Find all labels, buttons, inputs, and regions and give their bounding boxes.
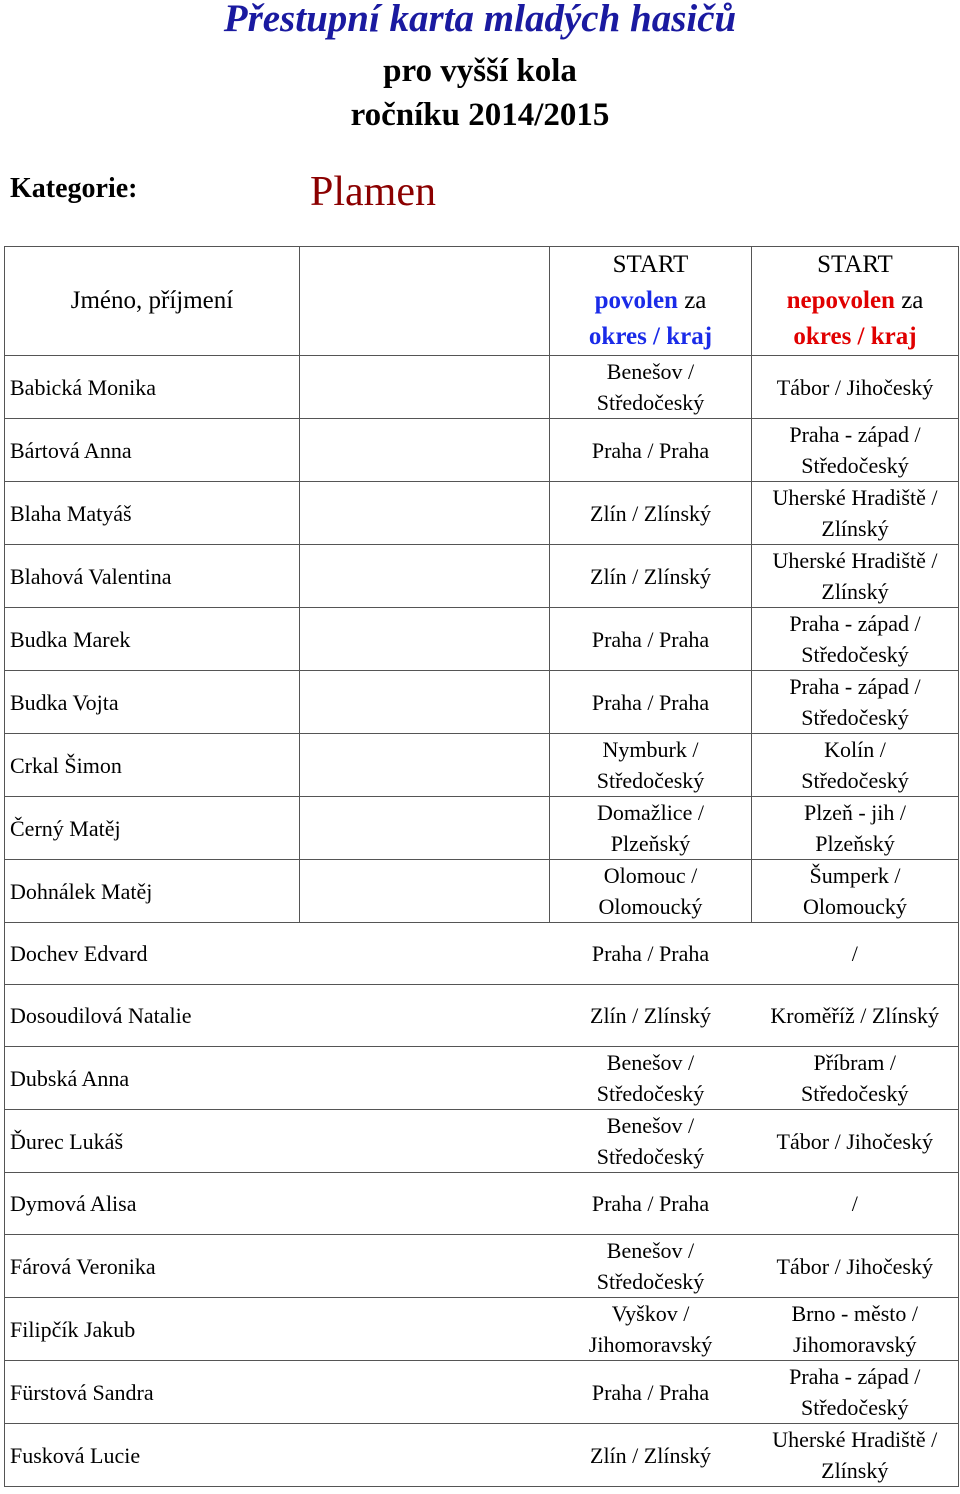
table-row [5,1298,959,1361]
table-row [5,860,959,923]
cell-start-denied [752,923,959,985]
cell-start-allowed [550,1173,752,1235]
cell-name [5,923,550,985]
cell-blank [300,797,550,860]
cell-start-denied [752,482,959,545]
cell-start-denied [752,985,959,1047]
denied-region: Zlínský [821,1458,889,1483]
cell-start-allowed [550,1298,752,1361]
member-name: Fusková Lucie [10,1442,141,1468]
denied-district: Kroměříž / Zlínský [770,1003,940,1028]
member-name: Blaha Matyáš [10,500,132,526]
allowed-district: Praha / Praha [591,1191,710,1216]
denied-district: Praha - západ / [789,1364,921,1389]
header-blank [300,247,550,356]
denied-district: Plzeň - jih / [803,800,907,825]
cell-name [5,482,300,545]
table-row [5,1361,959,1424]
denied-region: Středočeský [801,642,909,667]
allowed-region: Středočeský [596,768,705,793]
cell-blank [300,671,550,734]
denied-region: Středočeský [800,1395,909,1420]
cell-start-allowed [550,419,752,482]
cell-start-denied [752,1047,959,1110]
allowed-district: Zlín / Zlínský [590,1003,711,1028]
allowed-region: Středočeský [596,390,705,415]
table-row [5,923,959,985]
category-value: Plamen [310,169,436,215]
cell-name [5,860,300,923]
allowed-region: Středočeský [596,1081,705,1106]
denied-district: Kolín / [824,737,886,762]
table-row [5,985,959,1047]
cell-start-allowed [550,734,752,797]
cell-start-allowed [550,1361,752,1424]
denied-district: Uherské Hradiště / [772,485,938,510]
denied-region: Zlínský [821,579,889,604]
denied-district: / [851,1191,858,1216]
cell-name [5,545,300,608]
allowed-region: Středočeský [596,1144,705,1169]
header-name [5,247,300,356]
cell-start-allowed [550,608,752,671]
cell-start-allowed [550,1047,752,1110]
table-row [5,356,959,419]
cell-start-allowed [550,797,752,860]
member-name: Budka Vojta [10,689,119,715]
table-row [5,734,959,797]
member-name: Černý Matěj [10,815,121,841]
cell-start-allowed [550,860,752,923]
cell-start-denied [752,734,959,797]
denied-district: Praha - západ / [789,674,921,699]
table-row [5,1235,959,1298]
cell-start-denied [752,608,959,671]
cell-name [5,356,300,419]
transfer-table [4,246,959,1487]
member-name: Filipčík Jakub [10,1316,136,1342]
allowed-district: Zlín / Zlínský [590,1442,711,1468]
member-name: Dymová Alisa [10,1191,137,1216]
denied-region: Středočeský [801,768,909,793]
page-title: Přestupní karta mladých hasičů [223,0,737,40]
cell-start-denied [752,1361,959,1424]
allowed-district: Benešov / [606,359,695,384]
cell-start-allowed [550,985,752,1047]
cell-name [5,797,300,860]
allowed-district: Praha / Praha [591,689,710,715]
cell-blank [300,860,550,923]
allowed-district: Benešov / [606,1238,695,1263]
header-name-label: Jméno, příjmení [70,287,234,314]
cell-blank [300,482,550,545]
denied-district: Uherské Hradiště / [772,1427,938,1452]
member-name: Budka Marek [10,626,131,652]
allowed-district: Zlín / Zlínský [590,500,711,526]
denied-district: Příbram / [813,1050,896,1075]
cell-name [5,1047,550,1110]
cell-start-denied [752,356,959,419]
allowed-district: Benešov / [606,1113,695,1138]
denied-district: Tábor / Jihočeský [776,374,934,400]
denied-region: Středočeský [801,453,909,478]
allowed-district: Olomouc / [603,863,698,888]
table-row [5,482,959,545]
cell-start-denied [752,419,959,482]
table-row [5,608,959,671]
cell-name [5,1235,550,1298]
header-start-label: START [612,251,689,278]
member-name: Bártová Anna [10,437,132,463]
allowed-district: Vyškov / [611,1301,690,1326]
cell-start-allowed [550,923,752,985]
denied-region: Jihomoravský [793,1332,917,1357]
allowed-region: Středočeský [596,1269,705,1294]
cell-start-allowed [550,1110,752,1173]
allowed-district: Domažlice / [597,800,704,825]
member-name: Blahová Valentina [10,563,172,589]
allowed-district: Praha / Praha [591,626,710,652]
cell-name [5,608,300,671]
cell-start-allowed [550,482,752,545]
table-row [5,1047,959,1110]
cell-start-denied [752,860,959,923]
table-row [5,419,959,482]
header-not-allowed-label: nepovolen [786,287,895,314]
cell-start-allowed [550,1424,752,1487]
category-label: Kategorie: [10,173,138,204]
member-name: Ďurec Lukáš [10,1128,124,1154]
cell-blank [300,608,550,671]
table-row [5,797,959,860]
table-row [5,1173,959,1235]
cell-blank [300,734,550,797]
header-region-label: okres / kraj [793,323,917,350]
denied-district: Praha - západ / [789,611,921,636]
denied-region: Středočeský [800,1081,909,1106]
cell-start-denied [752,1298,959,1361]
allowed-district: Benešov / [606,1050,695,1075]
table-header-row [5,247,959,356]
denied-district: Tábor / Jihočeský [776,1253,933,1279]
denied-district: Praha - západ / [789,422,921,447]
member-name: Dubská Anna [10,1065,130,1091]
denied-district: Šumperk / [809,863,901,888]
cell-name [5,671,300,734]
header-start-denied [752,247,959,356]
allowed-region: Olomoucký [598,894,703,919]
cell-blank [300,545,550,608]
member-name: Dochev Edvard [10,941,148,966]
cell-name [5,734,300,797]
allowed-district: Praha / Praha [591,941,710,966]
cell-name [5,1424,550,1487]
cell-name [5,985,550,1047]
header-za-label: za [901,287,924,314]
cell-blank [300,419,550,482]
cell-start-denied [752,1173,959,1235]
member-name: Fárová Veronika [10,1253,156,1279]
cell-start-denied [752,545,959,608]
cell-start-allowed [550,356,752,419]
allowed-district: Nymburk / [602,737,699,762]
denied-district: / [851,941,858,966]
denied-district: Uherské Hradiště / [772,548,938,573]
allowed-region: Jihomoravský [588,1332,713,1357]
denied-district: Brno - město / [791,1301,918,1326]
denied-region: Středočeský [801,705,909,730]
cell-start-denied [752,1424,959,1487]
table-row [5,1424,959,1487]
cell-name [5,1361,550,1424]
table-row [5,1110,959,1173]
cell-name [5,1110,550,1173]
header-za-label: za [684,287,707,314]
member-name: Fürstová Sandra [10,1379,154,1405]
table-row [5,545,959,608]
header-start-allowed [550,247,752,356]
cell-start-allowed [550,545,752,608]
member-name: Babická Monika [10,374,157,400]
allowed-district: Praha / Praha [591,1379,710,1405]
denied-region: Olomoucký [803,894,907,919]
denied-district: Tábor / Jihočeský [776,1128,933,1154]
header-allowed-label: povolen [594,287,678,314]
member-name: Dosoudilová Natalie [10,1003,192,1028]
cell-start-denied [752,671,959,734]
header-region-label: okres / kraj [588,323,713,350]
cell-name [5,419,300,482]
member-name: Crkal Šimon [10,752,122,778]
cell-start-allowed [550,671,752,734]
denied-region: Plzeňský [815,831,895,856]
cell-name [5,1173,550,1235]
header-start-label: START [817,251,893,278]
cell-start-allowed [550,1235,752,1298]
denied-region: Zlínský [821,516,889,541]
cell-start-denied [752,797,959,860]
subtitle-level: pro vyšší kola [383,53,577,89]
cell-name [5,1298,550,1361]
cell-start-denied [752,1235,959,1298]
member-name: Dohnálek Matěj [10,878,153,904]
cell-blank [300,356,550,419]
allowed-region: Plzeňský [610,831,691,856]
subtitle-season: ročníku 2014/2015 [350,97,610,133]
allowed-district: Praha / Praha [591,437,710,463]
cell-start-denied [752,1110,959,1173]
allowed-district: Zlín / Zlínský [590,563,711,589]
table-row [5,671,959,734]
